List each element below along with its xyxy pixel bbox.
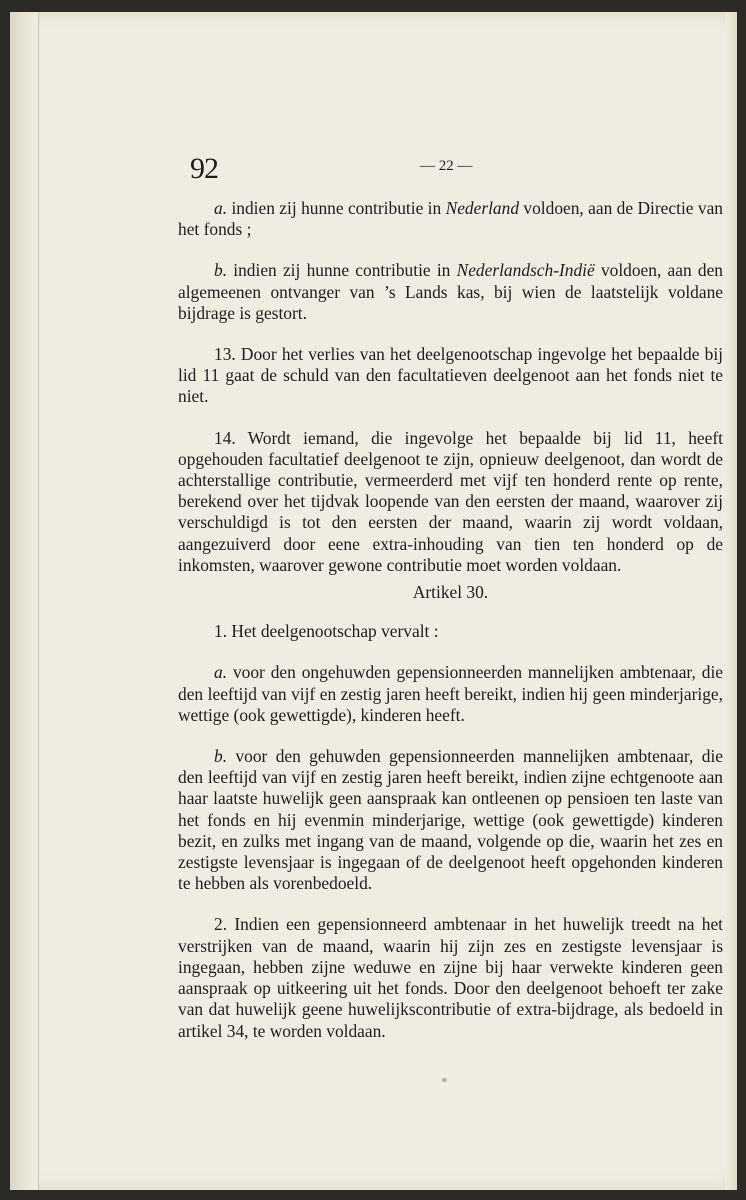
page-header [178, 154, 723, 198]
paragraph-text: voldoen, aan de Directie van het fonds ; [178, 198, 723, 240]
paragraph-13: 13. Door het verlies van het deelgenootschap ingevolge het bepaalde bij lid 11 gaat de schuld van den facultatieven deelgenoot aan het fonds niet te niet. [178, 344, 723, 407]
paragraph-article30-a [178, 662, 723, 726]
paragraph-b-indie [178, 260, 723, 324]
paragraph-14: 14. Wordt iemand, die ingevolge het bepaalde bij lid 11, heeft opgehouden facultatief deelgenoot te zijn, opnieuw deelgenoot, dan wordt de achterstallige contributie, vermeerderd met vijf ten honderd rente op rente, berekend over het tijdvak loopende van den eersten der maand, waarover zij verschuldigd is tot den eersten der maand, waarin zij wordt voldaan, aangezuiverd door eene extra-inhouding van tien ten honderd op de inkomsten, waarover gewone contributie moet worden voldaan. [178, 427, 723, 575]
paragraph-text: indien zij hunne contributie in [231, 198, 446, 218]
paragraph-a-nederland [178, 198, 723, 240]
paragraph-text: voor den gehuwden gepensionneerden mannelijken ambtenaar, die den leeftijd van vijf en zestig jaren heeft bereikt, indien zijne echtgenoote aan haar laatste huwelijk geen aanspraak kan ontleenen op pensioen ten laste van het fonds en hij evenmin minderjarige, wettige (ook gewettigde) kinderen bezit, en zulks met ingang van de maand, volgende op die, waarin het zes en zestigste levensjaar is ingegaan of de deelgenoot heeft opgehonden kinderen te hebben als vorenbedoeld. [178, 746, 723, 894]
article-heading: Artikel 30. [412, 582, 489, 603]
paragraph-text: voldoen, aan den algemeenen ontvanger van ’s Lands kas, bij wien de laatstelijk voldane bijdrage is gestort. [178, 260, 723, 323]
running-header: — 22 — [420, 158, 473, 174]
paragraph-article30-b [178, 746, 723, 894]
page-text-block [178, 154, 723, 1062]
paragraph-text: voor den ongehuwden gepensionneerden mannelijken ambtenaar, die den leeftijd van vijf en zestig jaren heeft bereikt, indien hij geen minderjarige, wettige (ook gewettigde), kinderen heeft. [178, 662, 723, 725]
item-marker: b. [214, 260, 228, 281]
item-marker: b. [214, 746, 228, 767]
page-number: 92 [190, 152, 218, 185]
page-gutter [10, 12, 39, 1190]
paper-speck [442, 1078, 447, 1082]
paragraph-article30-1: 1. Het deelgenootschap vervalt : [214, 621, 439, 642]
page-edge [725, 12, 737, 1190]
paragraph-article30-2: 2. Indien een gepensionneerd ambtenaar in het huwelijk treedt na het verstrijken van de maand, waarin hij zijn zes en zestigste levensjaar is ingegaan, hebben zijne weduwe en zijne bij haar verwekte kinderen geen aanspraak op uitkeering uit het fonds. Door den deelgenoot behoeft ter zake van dat huwelijk geene huwelijkscontributie of extra-bijdrage, als bedoeld in artikel 34, te worden voldaan. [178, 914, 723, 1041]
book-page [10, 12, 737, 1190]
emphasis-text: Nederland [445, 198, 520, 218]
item-marker: a. [214, 198, 228, 218]
paragraph-text: indien zij hunne contributie in [233, 260, 457, 281]
item-marker: a. [214, 662, 228, 683]
emphasis-text: Nederlandsch-Indië [456, 260, 595, 281]
